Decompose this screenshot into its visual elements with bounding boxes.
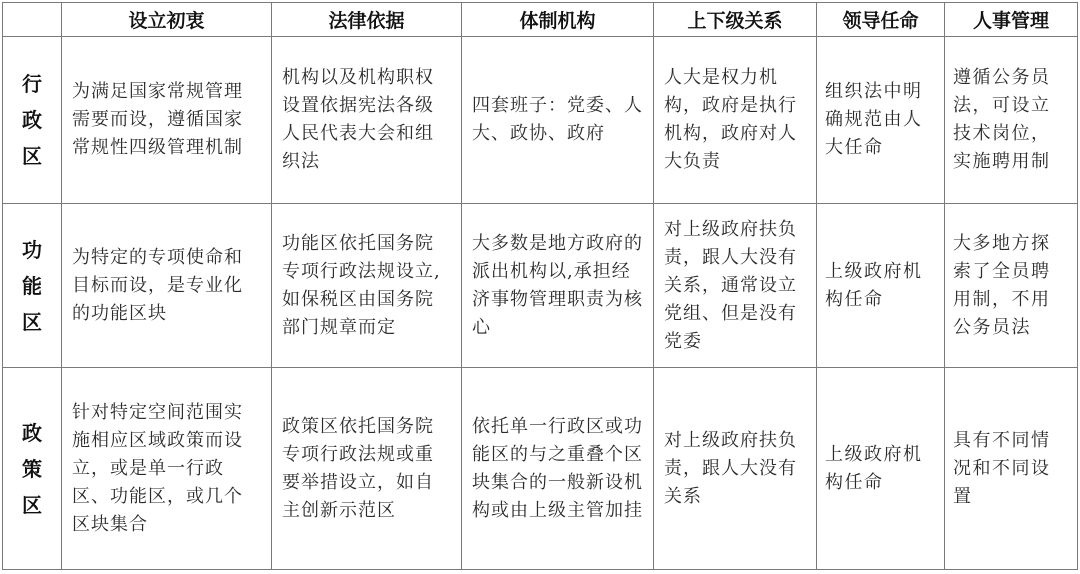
- table-cell: 为特定的专项使命和目标而设，是专业化的功能区块: [62, 204, 272, 368]
- header-institution: 体制机构: [462, 3, 654, 37]
- row-label-functional: [3, 204, 62, 368]
- header-personnel: 人事管理: [945, 3, 1078, 37]
- row-label-text: 政策区: [22, 420, 42, 517]
- comparison-table: [2, 2, 1078, 570]
- table-cell: 针对特定空间范围实施相应区域政策而设立，或是单一行政区、功能区，或几个区块集合: [62, 368, 272, 570]
- header-purpose: 设立初衷: [62, 3, 272, 37]
- table-cell: 四套班子：党委、人大、政协、政府: [462, 37, 654, 204]
- table-row: [3, 368, 1078, 570]
- table-cell: 大多地方探索了全员聘用制，不用公务员法: [945, 204, 1078, 368]
- table-cell: 大多数是地方政府的派出机构以,承担经济事物管理职责为核心: [462, 204, 654, 368]
- table-cell: 对上级政府扶负责，跟人大没有关系: [654, 368, 817, 570]
- table-cell: 对上级政府扶负责，跟人大没有关系，通常设立党组、但是没有党委: [654, 204, 817, 368]
- table-cell: 功能区依托国务院专项行政法规设立,如保税区由国务院部门规章而定: [272, 204, 462, 368]
- table-cell: 具有不同情况和不同设置: [945, 368, 1078, 570]
- table-cell: 人大是权力机构，政府是执行机构，政府对人大负责: [654, 37, 817, 204]
- header-legal-basis: 法律依据: [272, 3, 462, 37]
- table-cell: 为满足国家常规管理需要而设，遵循国家常规性四级管理机制: [62, 37, 272, 204]
- table-row: [3, 37, 1078, 204]
- table-cell: 依托单一行政区或功能区的与之重叠个区块集合的一般新设机构或由上级主管加挂: [462, 368, 654, 570]
- table-cell: 机构以及机构职权设置依据宪法各级人民代表大会和组织法: [272, 37, 462, 204]
- table-cell: 政策区依托国务院专项行政法规或重要举措设立，如自主创新示范区: [272, 368, 462, 570]
- header-row: [3, 3, 1078, 37]
- row-label-policy: [3, 368, 62, 570]
- header-corner: [3, 3, 62, 37]
- table-cell: 组织法中明确规范由人大任命: [817, 37, 945, 204]
- row-label-administrative: [3, 37, 62, 204]
- row-label-text: 行政区: [22, 72, 42, 168]
- row-label-text: 功能区: [22, 237, 42, 334]
- header-hierarchy: 上下级关系: [654, 3, 817, 37]
- table-cell: 上级政府机构任命: [817, 368, 945, 570]
- table-row: [3, 204, 1078, 368]
- header-leadership: 领导任命: [817, 3, 945, 37]
- table-cell: 上级政府机构任命: [817, 204, 945, 368]
- table-cell: 遵循公务员法，可设立技术岗位，实施聘用制: [945, 37, 1078, 204]
